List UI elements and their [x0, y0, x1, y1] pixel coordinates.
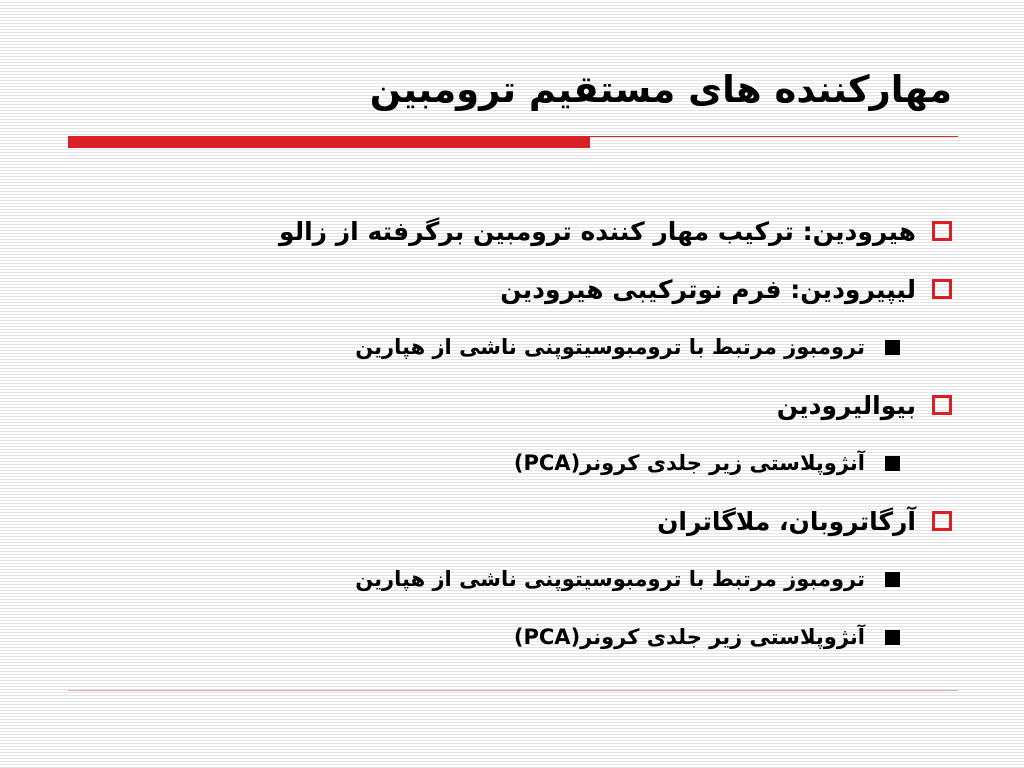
sub-list-item-text: ترومبوز مرتبط با ترومبوسیتوپنی ناشی از هپارین	[355, 335, 865, 359]
filled-square-icon	[885, 572, 900, 587]
sub-list-item	[52, 434, 952, 492]
bullet-list	[52, 202, 952, 666]
filled-square-icon	[885, 340, 900, 355]
list-item	[52, 260, 952, 318]
list-item	[52, 202, 952, 260]
hollow-square-icon	[932, 395, 952, 415]
list-item-text: لیپیرودین: فرم نوترکیبی هیرودین	[500, 274, 916, 304]
hollow-square-icon	[932, 511, 952, 531]
title-underline-accent	[68, 137, 590, 148]
sub-list-item	[52, 550, 952, 608]
list-item-text: آرگاتروبان، ملاگاتران	[657, 506, 916, 536]
list-item	[52, 376, 952, 434]
sub-list-item-text: آنژوپلاستی زیر جلدی کرونر(PCA)	[513, 625, 865, 649]
hollow-square-icon	[932, 279, 952, 299]
hollow-square-icon	[932, 221, 952, 241]
slide-title: مهارکننده های مستقیم ترومبین	[369, 68, 952, 111]
filled-square-icon	[885, 456, 900, 471]
sub-list-item-text: آنژوپلاستی زیر جلدی کرونر(PCA)	[513, 451, 865, 475]
filled-square-icon	[885, 630, 900, 645]
sub-list-item	[52, 318, 952, 376]
sub-list-item-text: ترومبوز مرتبط با ترومبوسیتوپنی ناشی از هپارین	[355, 567, 865, 591]
sub-list-item	[52, 608, 952, 666]
footer-divider	[68, 690, 958, 691]
list-item-text: هیرودین: ترکیب مهار کننده ترومبین برگرفته از زالو	[279, 216, 916, 246]
list-item	[52, 492, 952, 550]
list-item-text: بیوالیرودین	[776, 390, 916, 420]
